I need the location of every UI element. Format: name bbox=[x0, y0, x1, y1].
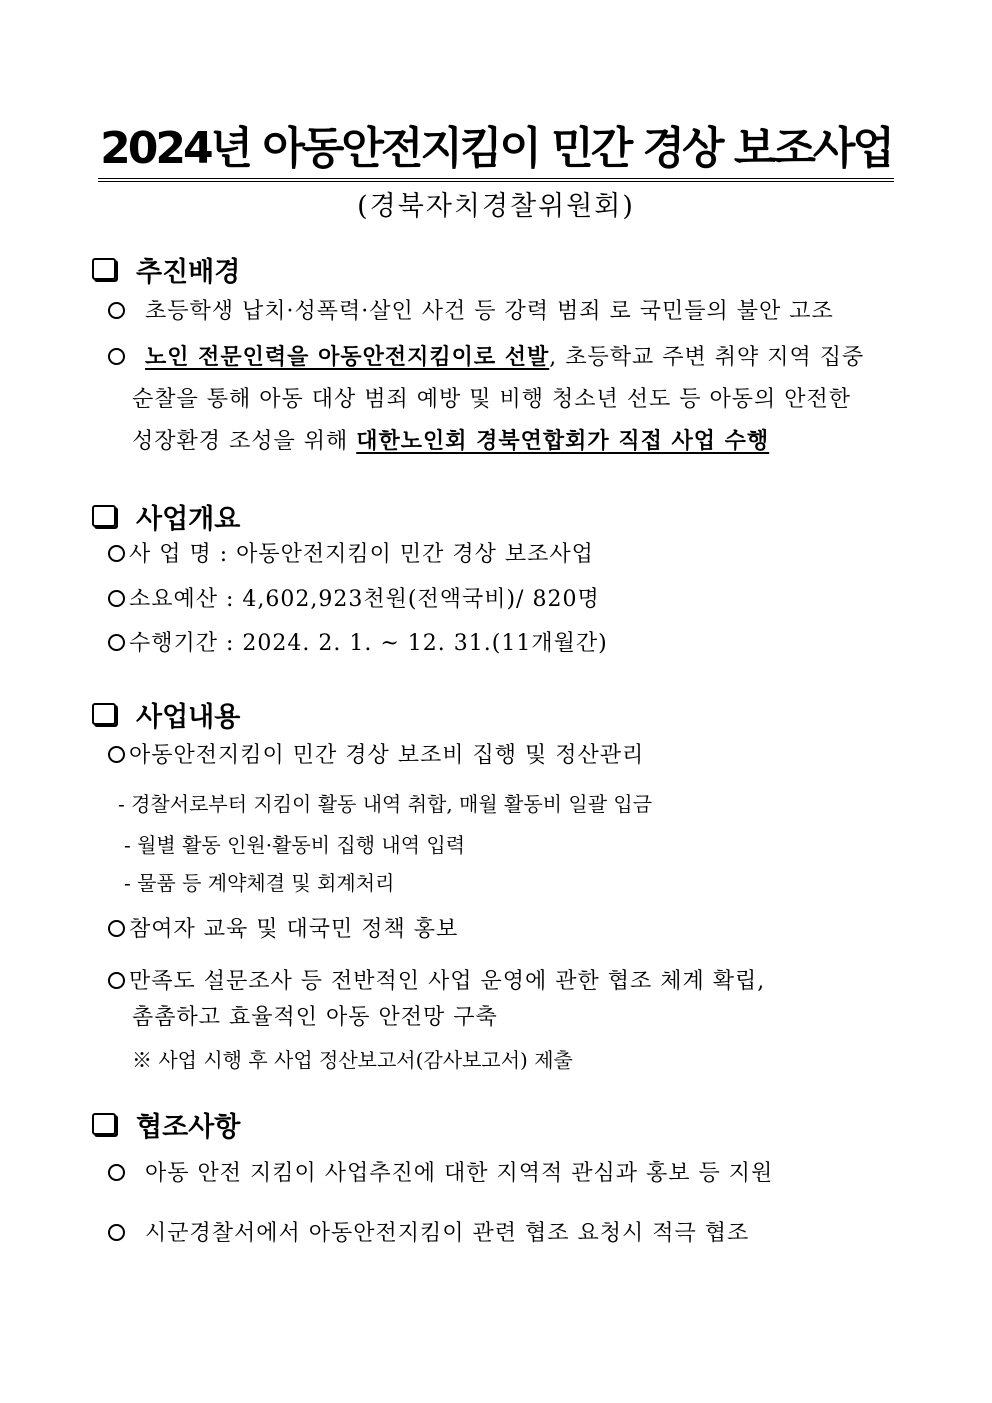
sub-list-item: - 월별 활동 인원·활동비 집행 내역 입력 bbox=[124, 833, 466, 857]
sub-list-item: - 경찰서로부터 지킴이 활동 내역 취합, 매월 활동비 일괄 입금 bbox=[118, 792, 653, 816]
circle-bullet-icon bbox=[108, 545, 125, 562]
list-item-text: 아동 안전 지킴이 사업추진에 대한 지역적 관심과 홍보 등 지원 bbox=[145, 1161, 774, 1186]
list-item-continuation: 촘촘하고 효율적인 아동 안전망 구축 bbox=[132, 1005, 498, 1030]
section-heading-label: 협조사항 bbox=[136, 1111, 241, 1143]
list-item-text: 참여자 교육 및 대국민 정책 홍보 bbox=[129, 917, 459, 942]
circle-bullet-icon bbox=[108, 1164, 125, 1181]
list-item bbox=[108, 584, 600, 616]
list-item-text: 만족도 설문조사 등 전반적인 사업 운영에 관한 협조 체계 확립, bbox=[129, 969, 766, 994]
section-heading-label: 사업내용 bbox=[136, 701, 241, 733]
list-item-text: 성장환경 조성을 위해 bbox=[132, 429, 357, 454]
circle-bullet-icon bbox=[108, 972, 125, 989]
section-heading-label: 사업개요 bbox=[136, 503, 241, 535]
list-item bbox=[108, 628, 608, 660]
circle-bullet-icon bbox=[108, 348, 125, 365]
list-item bbox=[108, 914, 458, 946]
document-title: 2024년 아동안전지킴이 민간 경상 보조사업 bbox=[98, 122, 894, 182]
list-item bbox=[108, 966, 765, 998]
document-subtitle: (경북자치경찰위원회) bbox=[357, 191, 635, 222]
list-item bbox=[108, 341, 864, 374]
list-item-text: 아동안전지킴이 민간 경상 보조비 집행 및 정산관리 bbox=[129, 743, 645, 768]
list-item-emphasis: 노인 전문인력을 아동안전지킴이로 선발 bbox=[145, 344, 550, 370]
section-heading-overview bbox=[92, 499, 240, 533]
section-heading-cooperation bbox=[92, 1107, 240, 1141]
checkbox-square-icon bbox=[92, 1113, 116, 1135]
section-heading-label: 추진배경 bbox=[136, 256, 241, 288]
circle-bullet-icon bbox=[108, 1224, 125, 1241]
circle-bullet-icon bbox=[108, 302, 125, 319]
note-text: ※ 사업 시행 후 사업 정산보고서(감사보고서) 제출 bbox=[132, 1048, 573, 1072]
list-item-text: 수행기간 : 2024. 2. 1. ~ 12. 31.(11개월간) bbox=[129, 631, 608, 656]
list-item bbox=[108, 740, 644, 772]
list-item bbox=[108, 1218, 749, 1250]
sub-list-item: - 물품 등 계약체결 및 회계처리 bbox=[124, 871, 395, 895]
list-item-text: 소요예산 : 4,602,923천원(전액국비)/ 820명 bbox=[129, 587, 600, 612]
circle-bullet-icon bbox=[108, 590, 125, 607]
circle-bullet-icon bbox=[108, 634, 125, 651]
section-heading-content bbox=[92, 697, 240, 731]
circle-bullet-icon bbox=[108, 746, 125, 763]
checkbox-square-icon bbox=[92, 258, 116, 280]
document-title-wrap bbox=[0, 122, 992, 182]
checkbox-square-icon bbox=[92, 505, 116, 527]
list-item-text: , 초등학교 주변 취약 지역 집중 bbox=[549, 345, 865, 370]
list-item-continuation: 순찰을 통해 아동 대상 범죄 예방 및 비행 청소년 선도 등 아동의 안전한 bbox=[132, 387, 851, 412]
list-item-text: 초등학생 납치·성폭력·살인 사건 등 강력 범죄 로 국민들의 불안 고조 bbox=[145, 299, 834, 324]
list-item bbox=[108, 1158, 773, 1190]
list-item bbox=[108, 539, 594, 571]
list-item-emphasis: 대한노인회 경북연합회가 직접 사업 수행 bbox=[356, 428, 770, 454]
list-item-text: 사 업 명 : 아동안전지킴이 민간 경상 보조사업 bbox=[129, 542, 594, 567]
checkbox-square-icon bbox=[92, 703, 116, 725]
circle-bullet-icon bbox=[108, 920, 125, 937]
list-item-text: 시군경찰서에서 아동안전지킴이 관련 협조 요청시 적극 협조 bbox=[145, 1221, 750, 1246]
list-item bbox=[108, 296, 834, 328]
section-heading-background bbox=[92, 252, 240, 286]
list-item-continuation bbox=[132, 425, 769, 458]
